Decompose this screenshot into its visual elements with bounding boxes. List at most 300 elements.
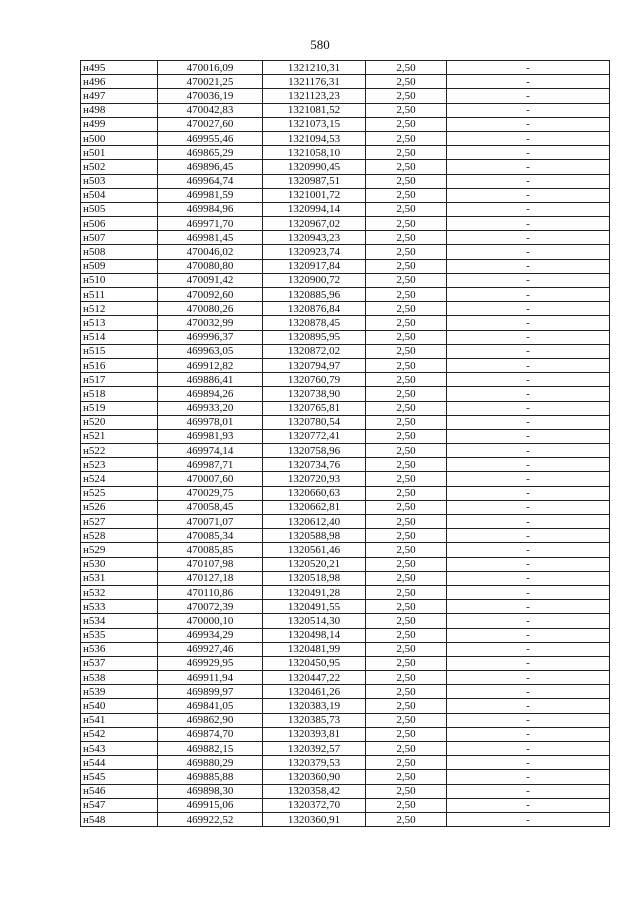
- accuracy-cell: 2,50: [366, 330, 447, 344]
- x-coordinate-cell: 469862,90: [158, 713, 263, 727]
- y-coordinate-cell: 1320885,96: [263, 288, 366, 302]
- point-id-cell: н504: [81, 188, 158, 202]
- y-coordinate-cell: 1321058,10: [263, 146, 366, 160]
- point-id-cell: н545: [81, 770, 158, 784]
- note-cell: -: [447, 557, 610, 571]
- y-coordinate-cell: 1320872,02: [263, 344, 366, 358]
- point-id-cell: н526: [81, 500, 158, 514]
- accuracy-cell: 2,50: [366, 401, 447, 415]
- table-row: [81, 245, 610, 259]
- x-coordinate-cell: 469880,29: [158, 756, 263, 770]
- point-id-cell: н529: [81, 543, 158, 557]
- x-coordinate-cell: 470071,07: [158, 515, 263, 529]
- y-coordinate-cell: 1320994,14: [263, 202, 366, 216]
- point-id-cell: н495: [81, 61, 158, 75]
- x-coordinate-cell: 469964,74: [158, 174, 263, 188]
- note-cell: -: [447, 288, 610, 302]
- y-coordinate-cell: 1320360,91: [263, 812, 366, 826]
- table-row: [81, 812, 610, 826]
- accuracy-cell: 2,50: [366, 756, 447, 770]
- accuracy-cell: 2,50: [366, 117, 447, 131]
- table-row: [81, 160, 610, 174]
- point-id-cell: н512: [81, 302, 158, 316]
- x-coordinate-cell: 469981,59: [158, 188, 263, 202]
- table-row: [81, 401, 610, 415]
- point-id-cell: н523: [81, 458, 158, 472]
- note-cell: -: [447, 415, 610, 429]
- point-id-cell: н496: [81, 75, 158, 89]
- accuracy-cell: 2,50: [366, 344, 447, 358]
- note-cell: -: [447, 543, 610, 557]
- table-row: [81, 585, 610, 599]
- x-coordinate-cell: 469981,93: [158, 429, 263, 443]
- note-cell: -: [447, 316, 610, 330]
- table-row: [81, 784, 610, 798]
- x-coordinate-cell: 469865,29: [158, 146, 263, 160]
- point-id-cell: н524: [81, 472, 158, 486]
- y-coordinate-cell: 1320738,90: [263, 387, 366, 401]
- x-coordinate-cell: 470107,98: [158, 557, 263, 571]
- table-row: [81, 202, 610, 216]
- accuracy-cell: 2,50: [366, 302, 447, 316]
- point-id-cell: н507: [81, 231, 158, 245]
- point-id-cell: н499: [81, 117, 158, 131]
- accuracy-cell: 2,50: [366, 671, 447, 685]
- note-cell: -: [447, 756, 610, 770]
- point-id-cell: н513: [81, 316, 158, 330]
- table-row: [81, 529, 610, 543]
- y-coordinate-cell: 1320520,21: [263, 557, 366, 571]
- note-cell: -: [447, 685, 610, 699]
- x-coordinate-cell: 470091,42: [158, 273, 263, 287]
- table-row: [81, 713, 610, 727]
- table-row: [81, 387, 610, 401]
- point-id-cell: н533: [81, 600, 158, 614]
- point-id-cell: н522: [81, 444, 158, 458]
- table-row: [81, 415, 610, 429]
- coordinates-table-body: [81, 61, 610, 827]
- x-coordinate-cell: 469971,70: [158, 217, 263, 231]
- table-row: [81, 770, 610, 784]
- accuracy-cell: 2,50: [366, 472, 447, 486]
- y-coordinate-cell: 1320876,84: [263, 302, 366, 316]
- y-coordinate-cell: 1320758,96: [263, 444, 366, 458]
- x-coordinate-cell: 470027,60: [158, 117, 263, 131]
- y-coordinate-cell: 1320393,81: [263, 727, 366, 741]
- y-coordinate-cell: 1320734,76: [263, 458, 366, 472]
- note-cell: -: [447, 600, 610, 614]
- x-coordinate-cell: 469934,29: [158, 628, 263, 642]
- table-row: [81, 188, 610, 202]
- note-cell: -: [447, 798, 610, 812]
- y-coordinate-cell: 1320760,79: [263, 373, 366, 387]
- y-coordinate-cell: 1320383,19: [263, 699, 366, 713]
- x-coordinate-cell: 470029,75: [158, 486, 263, 500]
- note-cell: -: [447, 515, 610, 529]
- note-cell: -: [447, 671, 610, 685]
- accuracy-cell: 2,50: [366, 727, 447, 741]
- table-row: [81, 217, 610, 231]
- table-row: [81, 685, 610, 699]
- x-coordinate-cell: 470016,09: [158, 61, 263, 75]
- point-id-cell: н531: [81, 571, 158, 585]
- note-cell: -: [447, 628, 610, 642]
- note-cell: -: [447, 500, 610, 514]
- point-id-cell: н514: [81, 330, 158, 344]
- note-cell: -: [447, 472, 610, 486]
- table-row: [81, 231, 610, 245]
- x-coordinate-cell: 470080,26: [158, 302, 263, 316]
- y-coordinate-cell: 1320967,02: [263, 217, 366, 231]
- accuracy-cell: 2,50: [366, 231, 447, 245]
- y-coordinate-cell: 1320561,46: [263, 543, 366, 557]
- x-coordinate-cell: 469894,26: [158, 387, 263, 401]
- y-coordinate-cell: 1320372,70: [263, 798, 366, 812]
- accuracy-cell: 2,50: [366, 288, 447, 302]
- y-coordinate-cell: 1321001,72: [263, 188, 366, 202]
- accuracy-cell: 2,50: [366, 784, 447, 798]
- note-cell: -: [447, 344, 610, 358]
- y-coordinate-cell: 1320518,98: [263, 571, 366, 585]
- note-cell: -: [447, 713, 610, 727]
- table-row: [81, 75, 610, 89]
- table-row: [81, 302, 610, 316]
- y-coordinate-cell: 1320461,26: [263, 685, 366, 699]
- accuracy-cell: 2,50: [366, 685, 447, 699]
- x-coordinate-cell: 469981,45: [158, 231, 263, 245]
- note-cell: -: [447, 217, 610, 231]
- point-id-cell: н515: [81, 344, 158, 358]
- note-cell: -: [447, 259, 610, 273]
- note-cell: -: [447, 373, 610, 387]
- point-id-cell: н503: [81, 174, 158, 188]
- x-coordinate-cell: 470046,02: [158, 245, 263, 259]
- y-coordinate-cell: 1320780,54: [263, 415, 366, 429]
- table-row: [81, 798, 610, 812]
- y-coordinate-cell: 1320588,98: [263, 529, 366, 543]
- point-id-cell: н510: [81, 273, 158, 287]
- note-cell: -: [447, 188, 610, 202]
- point-id-cell: н502: [81, 160, 158, 174]
- table-row: [81, 742, 610, 756]
- y-coordinate-cell: 1321210,31: [263, 61, 366, 75]
- accuracy-cell: 2,50: [366, 557, 447, 571]
- x-coordinate-cell: 469974,14: [158, 444, 263, 458]
- accuracy-cell: 2,50: [366, 259, 447, 273]
- accuracy-cell: 2,50: [366, 486, 447, 500]
- table-row: [81, 174, 610, 188]
- x-coordinate-cell: 469911,94: [158, 671, 263, 685]
- note-cell: -: [447, 699, 610, 713]
- table-row: [81, 458, 610, 472]
- x-coordinate-cell: 469963,05: [158, 344, 263, 358]
- y-coordinate-cell: 1320491,28: [263, 585, 366, 599]
- note-cell: -: [447, 444, 610, 458]
- accuracy-cell: 2,50: [366, 543, 447, 557]
- note-cell: -: [447, 571, 610, 585]
- note-cell: -: [447, 103, 610, 117]
- point-id-cell: н517: [81, 373, 158, 387]
- x-coordinate-cell: 469885,88: [158, 770, 263, 784]
- note-cell: -: [447, 358, 610, 372]
- point-id-cell: н508: [81, 245, 158, 259]
- y-coordinate-cell: 1320385,73: [263, 713, 366, 727]
- accuracy-cell: 2,50: [366, 387, 447, 401]
- note-cell: -: [447, 770, 610, 784]
- note-cell: -: [447, 784, 610, 798]
- y-coordinate-cell: 1320358,42: [263, 784, 366, 798]
- table-row: [81, 273, 610, 287]
- table-row: [81, 330, 610, 344]
- table-row: [81, 642, 610, 656]
- table-row: [81, 628, 610, 642]
- accuracy-cell: 2,50: [366, 202, 447, 216]
- note-cell: -: [447, 273, 610, 287]
- accuracy-cell: 2,50: [366, 89, 447, 103]
- x-coordinate-cell: 470021,25: [158, 75, 263, 89]
- point-id-cell: н547: [81, 798, 158, 812]
- point-id-cell: н537: [81, 656, 158, 670]
- note-cell: -: [447, 429, 610, 443]
- accuracy-cell: 2,50: [366, 770, 447, 784]
- note-cell: -: [447, 61, 610, 75]
- accuracy-cell: 2,50: [366, 174, 447, 188]
- point-id-cell: н518: [81, 387, 158, 401]
- point-id-cell: н543: [81, 742, 158, 756]
- accuracy-cell: 2,50: [366, 146, 447, 160]
- x-coordinate-cell: 470036,19: [158, 89, 263, 103]
- x-coordinate-cell: 470042,83: [158, 103, 263, 117]
- accuracy-cell: 2,50: [366, 358, 447, 372]
- note-cell: -: [447, 131, 610, 145]
- x-coordinate-cell: 469841,05: [158, 699, 263, 713]
- y-coordinate-cell: 1321094,53: [263, 131, 366, 145]
- accuracy-cell: 2,50: [366, 103, 447, 117]
- table-row: [81, 699, 610, 713]
- note-cell: -: [447, 146, 610, 160]
- y-coordinate-cell: 1320612,40: [263, 515, 366, 529]
- accuracy-cell: 2,50: [366, 444, 447, 458]
- accuracy-cell: 2,50: [366, 699, 447, 713]
- accuracy-cell: 2,50: [366, 600, 447, 614]
- x-coordinate-cell: 469933,20: [158, 401, 263, 415]
- note-cell: -: [447, 458, 610, 472]
- accuracy-cell: 2,50: [366, 429, 447, 443]
- point-id-cell: н525: [81, 486, 158, 500]
- point-id-cell: н506: [81, 217, 158, 231]
- y-coordinate-cell: 1320943,23: [263, 231, 366, 245]
- accuracy-cell: 2,50: [366, 571, 447, 585]
- accuracy-cell: 2,50: [366, 614, 447, 628]
- table-row: [81, 727, 610, 741]
- table-row: [81, 472, 610, 486]
- x-coordinate-cell: 470092,60: [158, 288, 263, 302]
- x-coordinate-cell: 469886,41: [158, 373, 263, 387]
- accuracy-cell: 2,50: [366, 500, 447, 514]
- y-coordinate-cell: 1320360,90: [263, 770, 366, 784]
- point-id-cell: н536: [81, 642, 158, 656]
- y-coordinate-cell: 1320392,57: [263, 742, 366, 756]
- accuracy-cell: 2,50: [366, 316, 447, 330]
- table-row: [81, 444, 610, 458]
- point-id-cell: н497: [81, 89, 158, 103]
- y-coordinate-cell: 1320514,30: [263, 614, 366, 628]
- note-cell: -: [447, 727, 610, 741]
- y-coordinate-cell: 1320662,81: [263, 500, 366, 514]
- x-coordinate-cell: 470080,80: [158, 259, 263, 273]
- coordinates-table: [80, 60, 610, 827]
- table-row: [81, 373, 610, 387]
- y-coordinate-cell: 1321176,31: [263, 75, 366, 89]
- x-coordinate-cell: 469927,46: [158, 642, 263, 656]
- table-row: [81, 543, 610, 557]
- note-cell: -: [447, 231, 610, 245]
- y-coordinate-cell: 1320895,95: [263, 330, 366, 344]
- x-coordinate-cell: 470085,34: [158, 529, 263, 543]
- y-coordinate-cell: 1320900,72: [263, 273, 366, 287]
- point-id-cell: н535: [81, 628, 158, 642]
- table-row: [81, 288, 610, 302]
- table-row: [81, 756, 610, 770]
- accuracy-cell: 2,50: [366, 415, 447, 429]
- table-row: [81, 316, 610, 330]
- accuracy-cell: 2,50: [366, 812, 447, 826]
- note-cell: -: [447, 160, 610, 174]
- note-cell: -: [447, 330, 610, 344]
- x-coordinate-cell: 469978,01: [158, 415, 263, 429]
- x-coordinate-cell: 469984,96: [158, 202, 263, 216]
- x-coordinate-cell: 469987,71: [158, 458, 263, 472]
- point-id-cell: н548: [81, 812, 158, 826]
- accuracy-cell: 2,50: [366, 628, 447, 642]
- y-coordinate-cell: 1320917,84: [263, 259, 366, 273]
- point-id-cell: н509: [81, 259, 158, 273]
- y-coordinate-cell: 1320923,74: [263, 245, 366, 259]
- accuracy-cell: 2,50: [366, 160, 447, 174]
- x-coordinate-cell: 470000,10: [158, 614, 263, 628]
- accuracy-cell: 2,50: [366, 529, 447, 543]
- point-id-cell: н530: [81, 557, 158, 571]
- note-cell: -: [447, 401, 610, 415]
- note-cell: -: [447, 174, 610, 188]
- y-coordinate-cell: 1321123,23: [263, 89, 366, 103]
- x-coordinate-cell: 469922,52: [158, 812, 263, 826]
- point-id-cell: н521: [81, 429, 158, 443]
- note-cell: -: [447, 585, 610, 599]
- accuracy-cell: 2,50: [366, 61, 447, 75]
- point-id-cell: н511: [81, 288, 158, 302]
- table-row: [81, 131, 610, 145]
- note-cell: -: [447, 245, 610, 259]
- note-cell: -: [447, 89, 610, 103]
- accuracy-cell: 2,50: [366, 273, 447, 287]
- x-coordinate-cell: 469955,46: [158, 131, 263, 145]
- point-id-cell: н527: [81, 515, 158, 529]
- y-coordinate-cell: 1320660,63: [263, 486, 366, 500]
- y-coordinate-cell: 1320794,97: [263, 358, 366, 372]
- point-id-cell: н498: [81, 103, 158, 117]
- y-coordinate-cell: 1321081,52: [263, 103, 366, 117]
- y-coordinate-cell: 1320987,51: [263, 174, 366, 188]
- table-row: [81, 671, 610, 685]
- accuracy-cell: 2,50: [366, 798, 447, 812]
- x-coordinate-cell: 469996,37: [158, 330, 263, 344]
- point-id-cell: н544: [81, 756, 158, 770]
- note-cell: -: [447, 614, 610, 628]
- table-row: [81, 571, 610, 585]
- accuracy-cell: 2,50: [366, 75, 447, 89]
- table-row: [81, 500, 610, 514]
- point-id-cell: н520: [81, 415, 158, 429]
- x-coordinate-cell: 469915,06: [158, 798, 263, 812]
- table-row: [81, 146, 610, 160]
- accuracy-cell: 2,50: [366, 245, 447, 259]
- point-id-cell: н538: [81, 671, 158, 685]
- table-row: [81, 103, 610, 117]
- x-coordinate-cell: 470032,99: [158, 316, 263, 330]
- y-coordinate-cell: 1320379,53: [263, 756, 366, 770]
- x-coordinate-cell: 470127,18: [158, 571, 263, 585]
- x-coordinate-cell: 470110,86: [158, 585, 263, 599]
- x-coordinate-cell: 470058,45: [158, 500, 263, 514]
- table-row: [81, 600, 610, 614]
- table-row: [81, 515, 610, 529]
- point-id-cell: н540: [81, 699, 158, 713]
- table-row: [81, 358, 610, 372]
- page-number: 580: [310, 37, 330, 52]
- y-coordinate-cell: 1320450,95: [263, 656, 366, 670]
- note-cell: -: [447, 812, 610, 826]
- accuracy-cell: 2,50: [366, 458, 447, 472]
- point-id-cell: н546: [81, 784, 158, 798]
- y-coordinate-cell: 1320491,55: [263, 600, 366, 614]
- table-row: [81, 117, 610, 131]
- note-cell: -: [447, 742, 610, 756]
- y-coordinate-cell: 1320481,99: [263, 642, 366, 656]
- accuracy-cell: 2,50: [366, 742, 447, 756]
- point-id-cell: н534: [81, 614, 158, 628]
- table-row: [81, 89, 610, 103]
- point-id-cell: н541: [81, 713, 158, 727]
- accuracy-cell: 2,50: [366, 217, 447, 231]
- table-row: [81, 486, 610, 500]
- x-coordinate-cell: 470007,60: [158, 472, 263, 486]
- table-row: [81, 429, 610, 443]
- accuracy-cell: 2,50: [366, 131, 447, 145]
- table-row: [81, 344, 610, 358]
- x-coordinate-cell: 469882,15: [158, 742, 263, 756]
- y-coordinate-cell: 1320990,45: [263, 160, 366, 174]
- note-cell: -: [447, 202, 610, 216]
- point-id-cell: н516: [81, 358, 158, 372]
- note-cell: -: [447, 387, 610, 401]
- y-coordinate-cell: 1320720,93: [263, 472, 366, 486]
- accuracy-cell: 2,50: [366, 373, 447, 387]
- point-id-cell: н519: [81, 401, 158, 415]
- x-coordinate-cell: 469899,97: [158, 685, 263, 699]
- note-cell: -: [447, 117, 610, 131]
- table-row: [81, 259, 610, 273]
- table-row: [81, 61, 610, 75]
- table-row: [81, 557, 610, 571]
- accuracy-cell: 2,50: [366, 656, 447, 670]
- y-coordinate-cell: 1320447,22: [263, 671, 366, 685]
- accuracy-cell: 2,50: [366, 515, 447, 529]
- note-cell: -: [447, 642, 610, 656]
- y-coordinate-cell: 1320765,81: [263, 401, 366, 415]
- y-coordinate-cell: 1321073,15: [263, 117, 366, 131]
- x-coordinate-cell: 469896,45: [158, 160, 263, 174]
